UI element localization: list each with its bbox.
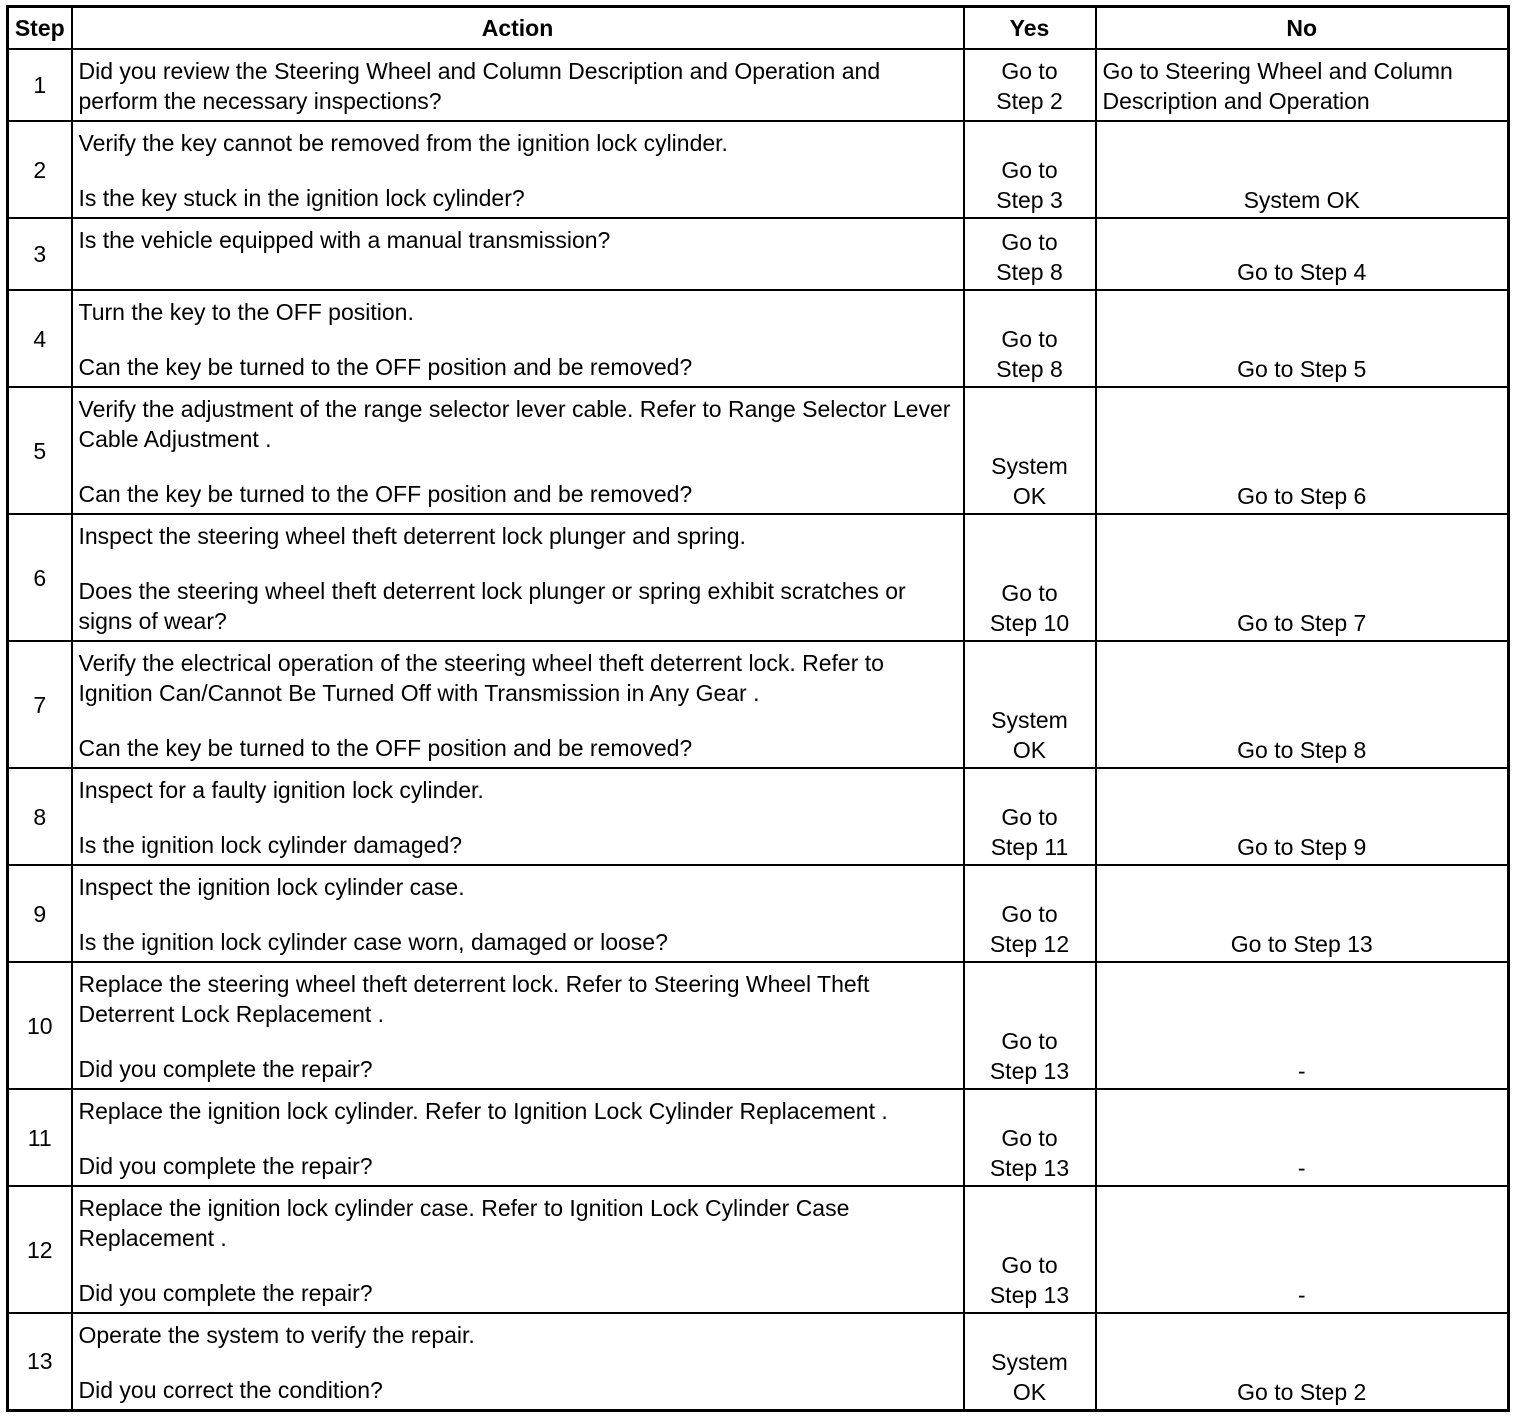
action-text: Verify the electrical operation of the steering wheel theft deterrent lock. Refer to Ignition Can/Cannot Be Turned Off with Transmission in Any Gear . [78, 650, 884, 706]
yes-text: Step 13 [989, 1282, 1070, 1308]
header-step: Step [8, 7, 72, 50]
yes-cell [964, 290, 1096, 387]
action-text: Can the key be turned to the OFF position and be removed? [78, 735, 693, 761]
no-cell [1096, 514, 1509, 641]
yes-cell [964, 218, 1096, 290]
action-text: Can the key be turned to the OFF position and be removed? [78, 354, 693, 380]
yes-cell [964, 49, 1096, 121]
action-cell [72, 768, 964, 865]
action-cell [72, 49, 964, 121]
action-text: Replace the ignition lock cylinder case. Refer to Ignition Lock Cylinder Case Replacement . [78, 1195, 850, 1251]
no-cell [1096, 865, 1509, 962]
header-row [8, 7, 1509, 50]
yes-text: Step 12 [989, 931, 1070, 957]
header-yes: Yes [964, 7, 1096, 50]
no-cell [1096, 1313, 1509, 1410]
action-cell [72, 865, 964, 962]
action-text: Is the ignition lock cylinder case worn, damaged or loose? [78, 929, 668, 955]
step-number: 6 [8, 514, 72, 641]
yes-cell [964, 1186, 1096, 1313]
no-cell [1096, 962, 1509, 1089]
action-text: Verify the adjustment of the range selector lever cable. Refer to Range Selector Lever Cable Adjustment . [78, 396, 951, 452]
yes-text: Step 8 [996, 356, 1063, 382]
no-cell [1096, 49, 1509, 121]
action-cell [72, 218, 964, 290]
step-number: 3 [8, 218, 72, 290]
no-cell [1096, 641, 1509, 768]
no-text: - [1297, 1282, 1306, 1308]
yes-cell [964, 865, 1096, 962]
yes-text: System [991, 1348, 1068, 1375]
action-text: Operate the system to verify the repair. [78, 1322, 475, 1348]
header-no: No [1096, 7, 1509, 50]
yes-cell [964, 641, 1096, 768]
table-row [8, 121, 1509, 218]
no-cell [1096, 768, 1509, 865]
action-text: Did you complete the repair? [78, 1280, 373, 1306]
no-text: Go to Step 8 [1237, 737, 1367, 763]
yes-text: Step 3 [996, 187, 1063, 213]
no-text: Go to Step 6 [1237, 483, 1367, 509]
step-number: 10 [8, 962, 72, 1089]
action-text: Inspect the ignition lock cylinder case. [78, 874, 465, 900]
no-text: Go to Step 7 [1237, 610, 1367, 636]
table-row [8, 290, 1509, 387]
yes-text: Go to [1001, 1125, 1058, 1151]
yes-text: Go to [1001, 804, 1058, 830]
action-text: Is the ignition lock cylinder damaged? [78, 832, 463, 858]
yes-cell [964, 1089, 1096, 1186]
yes-text: Go to [1001, 901, 1058, 927]
yes-cell [964, 514, 1096, 641]
action-cell [72, 1186, 964, 1313]
action-cell [72, 290, 964, 387]
yes-text: Go to [1001, 58, 1058, 84]
step-number: 7 [8, 641, 72, 768]
table-row [8, 768, 1509, 865]
step-number: 13 [8, 1313, 72, 1410]
no-text: Go to Step 13 [1230, 931, 1373, 957]
yes-text: Step 2 [996, 88, 1063, 114]
yes-cell [964, 387, 1096, 514]
no-text: Go to Steering Wheel and Column [1102, 58, 1453, 84]
action-text: Inspect for a faulty ignition lock cylinder. [78, 777, 484, 803]
table-row [8, 1089, 1509, 1186]
action-cell [72, 514, 964, 641]
action-cell [72, 387, 964, 514]
action-cell [72, 1313, 964, 1410]
action-text: Did you review the Steering Wheel and Column Description and Operation and perform the necessary inspections? [78, 58, 881, 114]
action-text: Can the key be turned to the OFF position and be removed? [78, 481, 693, 507]
no-text: Description and Operation [1102, 88, 1370, 114]
table-row [8, 1186, 1509, 1313]
step-number: 12 [8, 1186, 72, 1313]
no-cell [1096, 290, 1509, 387]
no-text: - [1297, 1058, 1306, 1084]
table-row [8, 865, 1509, 962]
yes-text: Step 11 [990, 834, 1069, 860]
table-row [8, 218, 1509, 290]
action-cell [72, 641, 964, 768]
yes-text: OK [1012, 737, 1047, 763]
step-number: 8 [8, 768, 72, 865]
no-text: Go to Step 9 [1237, 834, 1367, 860]
action-cell [72, 121, 964, 218]
step-number: 11 [8, 1089, 72, 1186]
no-text: - [1297, 1155, 1306, 1181]
step-number: 9 [8, 865, 72, 962]
yes-text: Step 13 [989, 1155, 1070, 1181]
action-text: Replace the ignition lock cylinder. Refer to Ignition Lock Cylinder Replacement . [78, 1098, 888, 1124]
no-cell [1096, 121, 1509, 218]
table-row [8, 641, 1509, 768]
no-cell [1096, 1186, 1509, 1313]
no-text: Go to Step 5 [1237, 356, 1367, 382]
yes-text: System [991, 453, 1068, 479]
yes-text: OK [1012, 483, 1047, 509]
table-row [8, 962, 1509, 1089]
yes-text: Step 13 [989, 1058, 1070, 1084]
table-row [8, 514, 1509, 641]
action-text: Verify the key cannot be removed from the ignition lock cylinder. [78, 130, 728, 156]
action-cell [72, 962, 964, 1089]
action-text: Did you complete the repair? [78, 1056, 373, 1082]
action-text: Is the vehicle equipped with a manual transmission? [78, 227, 611, 253]
step-number: 5 [8, 387, 72, 514]
action-text: Is the key stuck in the ignition lock cylinder? [78, 185, 525, 211]
yes-text: System [991, 707, 1068, 733]
yes-text: Step 10 [989, 610, 1070, 636]
no-cell [1096, 1089, 1509, 1186]
action-text: Did you complete the repair? [78, 1153, 373, 1179]
yes-cell [964, 768, 1096, 865]
table-row [8, 387, 1509, 514]
action-text: Replace the steering wheel theft deterrent lock. Refer to Steering Wheel Theft Deterrent Lock Replacement . [78, 971, 870, 1027]
no-cell [1096, 387, 1509, 514]
table-row [8, 49, 1509, 121]
yes-text: OK [1012, 1378, 1047, 1405]
step-number: 4 [8, 290, 72, 387]
step-number: 2 [8, 121, 72, 218]
table-row [8, 1313, 1509, 1410]
no-text: Go to Step 2 [1237, 1378, 1367, 1405]
action-text: Turn the key to the OFF position. [78, 299, 414, 325]
action-text: Inspect the steering wheel theft deterrent lock plunger and spring. [78, 523, 746, 549]
yes-text: Go to [1001, 580, 1058, 606]
action-cell [72, 1089, 964, 1186]
yes-cell [964, 121, 1096, 218]
yes-cell [964, 1313, 1096, 1410]
yes-text: Go to [1001, 1028, 1058, 1054]
no-cell [1096, 218, 1509, 290]
step-number: 1 [8, 49, 72, 121]
yes-text: Go to [1001, 326, 1058, 352]
yes-text: Go to [1001, 1252, 1058, 1278]
action-text: Did you correct the condition? [78, 1377, 383, 1403]
yes-text: Step 8 [996, 259, 1063, 285]
action-text: Does the steering wheel theft deterrent lock plunger or spring exhibit scratches or signs of wear? [78, 578, 906, 634]
header-action: Action [72, 7, 964, 50]
diagnostic-table [6, 5, 1510, 1412]
no-text: Go to Step 4 [1237, 259, 1367, 285]
table-body [8, 49, 1509, 1410]
yes-text: Go to [1001, 157, 1058, 183]
yes-text: Go to [1001, 229, 1058, 255]
no-text: System OK [1243, 187, 1360, 213]
yes-cell [964, 962, 1096, 1089]
